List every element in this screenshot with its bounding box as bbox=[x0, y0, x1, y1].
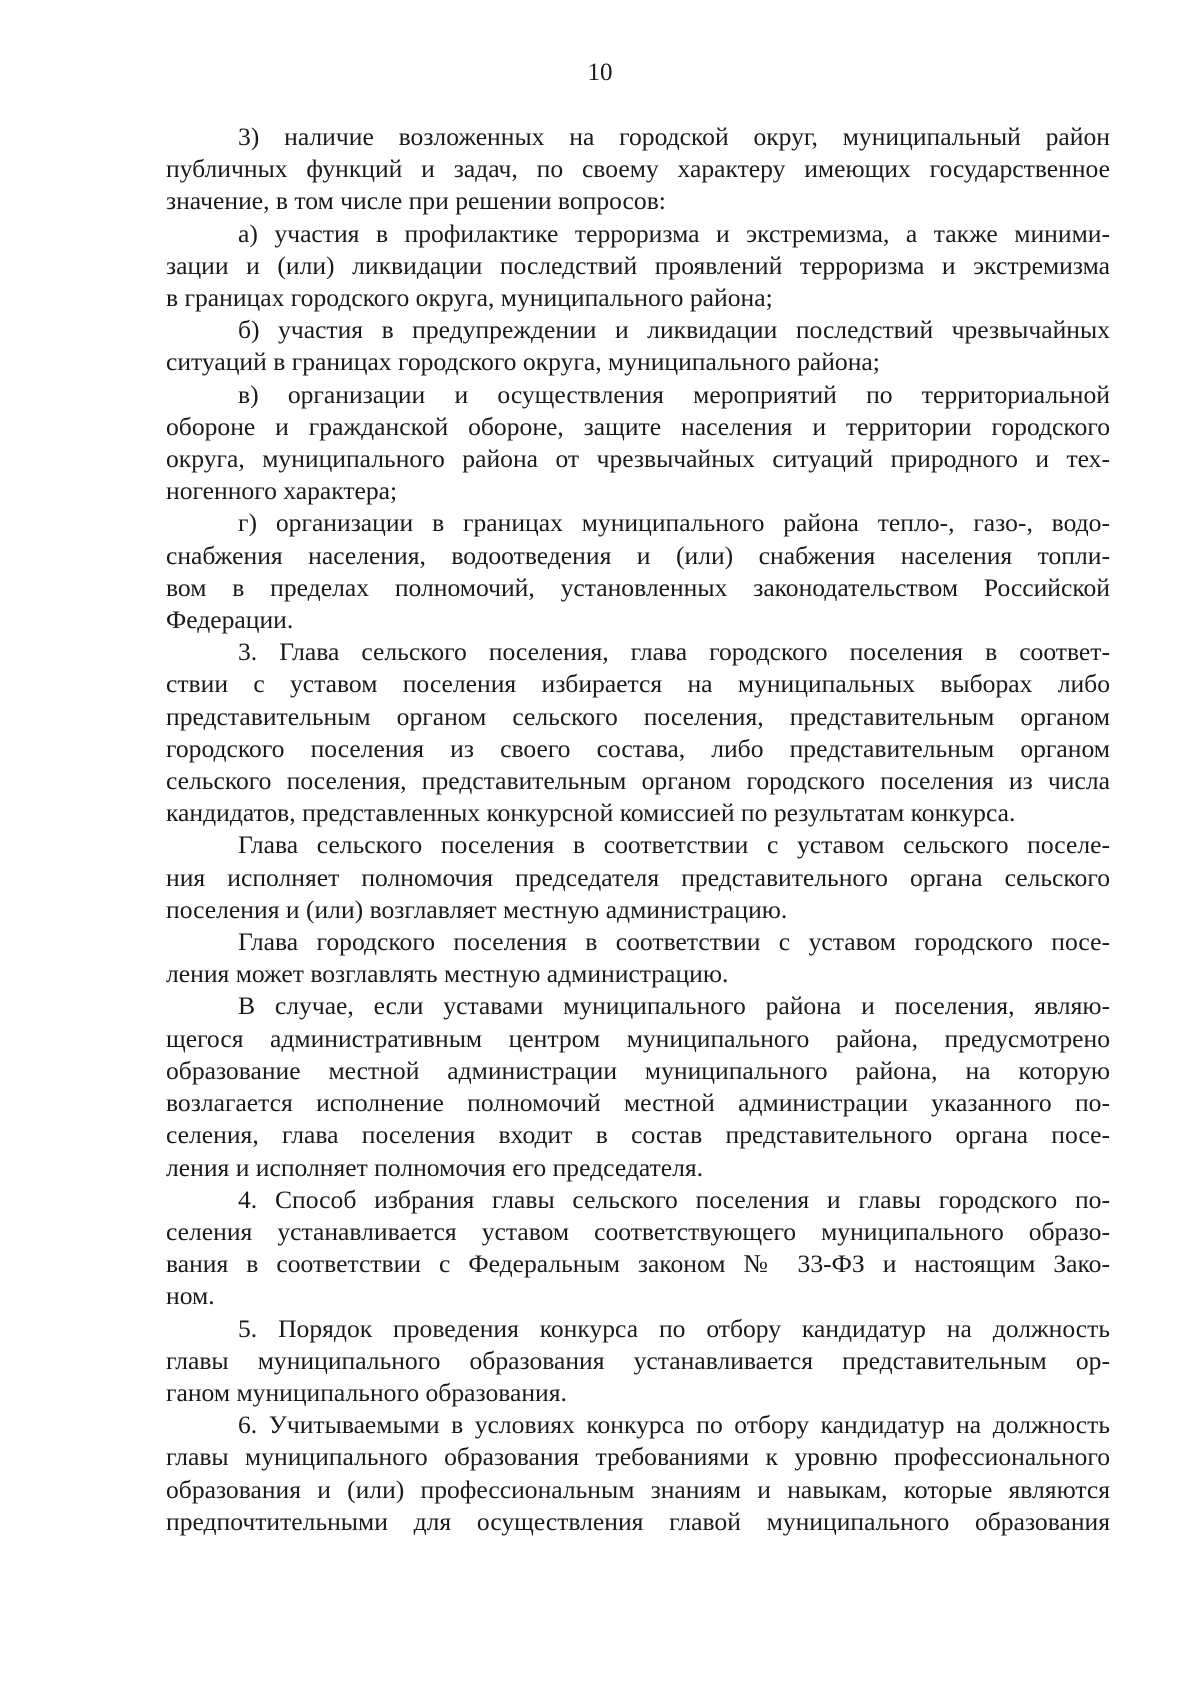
text-line: вания в соответствии с Федеральным законом № 33-ФЗ и настоящим Зако- bbox=[166, 1249, 1110, 1279]
text-line: ногенного характера; bbox=[166, 476, 398, 506]
text-line: возлагается исполнение полномочий местной администрации указанного по- bbox=[166, 1088, 1110, 1118]
text-line: ганом муниципального образования. bbox=[166, 1377, 567, 1407]
document-body bbox=[166, 121, 1110, 1538]
text-line: г) организации в границах муниципального района тепло-, газо-, водо- bbox=[238, 508, 1110, 538]
text-line: б) участия в предупреждении и ликвидации последствий чрезвычайных bbox=[238, 315, 1110, 345]
text-line: селения устанавливается уставом соответствующего муниципального образо- bbox=[166, 1216, 1110, 1246]
text-line: городского поселения из своего состава, либо представительным органом bbox=[166, 733, 1110, 763]
text-line: главы муниципального образования требованиями к уровню профессионального bbox=[166, 1442, 1110, 1472]
text-line: ния исполняет полномочия председателя представительного органа сельского bbox=[166, 862, 1110, 892]
text-line: сельского поселения, представительным органом городского поселения из числа bbox=[166, 766, 1110, 796]
text-line: а) участия в профилактике терроризма и экстремизма, а также миними- bbox=[238, 218, 1110, 248]
text-line: 3) наличие возложенных на городской округ, муниципальный район bbox=[238, 122, 1110, 151]
text-line: Глава городского поселения в соответствии с уставом городского посе- bbox=[238, 927, 1110, 957]
text-line: поселения и (или) возглавляет местную администрацию. bbox=[166, 894, 788, 924]
text-line: ситуаций в границах городского округа, муниципального района; bbox=[166, 347, 880, 377]
text-line: в) организации и осуществления мероприятий по территориальной bbox=[238, 379, 1110, 409]
text-line: ном. bbox=[166, 1281, 215, 1311]
text-line: округа, муниципального района от чрезвычайных ситуаций природного и тех- bbox=[166, 444, 1110, 474]
text-line: обороне и гражданской обороне, защите населения и территории городского bbox=[166, 411, 1110, 441]
text-line: В случае, если уставами муниципального района и поселения, являю- bbox=[238, 991, 1110, 1021]
text-line: 6. Учитываемыми в условиях конкурса по отбору кандидатур на должность bbox=[238, 1410, 1110, 1440]
text-line: 3. Глава сельского поселения, глава городского поселения в соответ- bbox=[238, 637, 1110, 667]
text-line: в границах городского округа, муниципального района; bbox=[166, 283, 773, 313]
text-line: ствии с уставом поселения избирается на муниципальных выборах либо bbox=[166, 669, 1110, 699]
text-line: вом в пределах полномочий, установленных законодательством Российской bbox=[166, 572, 1110, 602]
text-line: зации и (или) ликвидации последствий проявлений терроризма и экстремизма bbox=[166, 250, 1110, 280]
text-line: образование местной администрации муниципального района, на которую bbox=[166, 1055, 1110, 1085]
text-line: ления может возглавлять местную администрацию. bbox=[166, 959, 729, 989]
text-line: представительным органом сельского поселения, представительным органом bbox=[166, 701, 1110, 731]
text-line: кандидатов, представленных конкурсной комиссией по результатам конкурса. bbox=[166, 798, 1016, 828]
text-line: 5. Порядок проведения конкурса по отбору кандидатур на должность bbox=[238, 1313, 1110, 1343]
page-number: 10 bbox=[587, 59, 613, 86]
text-line: Глава сельского поселения в соответствии с уставом сельского поселе- bbox=[238, 830, 1110, 860]
text-line: Федерации. bbox=[166, 605, 294, 635]
text-line: образования и (или) профессиональным знаниям и навыкам, которые являются bbox=[166, 1474, 1110, 1504]
text-line: главы муниципального образования устанавливается представительным ор- bbox=[166, 1345, 1110, 1375]
text-line: 4. Способ избрания главы сельского поселения и главы городского по- bbox=[238, 1184, 1110, 1214]
text-line: публичных функций и задач, по своему характеру имеющих государственное bbox=[166, 154, 1110, 184]
text-line: предпочтительными для осуществления главой муниципального образования bbox=[166, 1506, 1110, 1536]
text-line: ления и исполняет полномочия его председателя. bbox=[166, 1152, 704, 1182]
text-line: значение, в том числе при решении вопросов: bbox=[166, 186, 666, 216]
text-line: селения, глава поселения входит в состав представительного органа посе- bbox=[166, 1120, 1110, 1150]
text-line: щегося административным центром муниципального района, предусмотрено bbox=[166, 1023, 1110, 1053]
text-line: снабжения населения, водоотведения и (или) снабжения населения топли- bbox=[166, 540, 1110, 570]
